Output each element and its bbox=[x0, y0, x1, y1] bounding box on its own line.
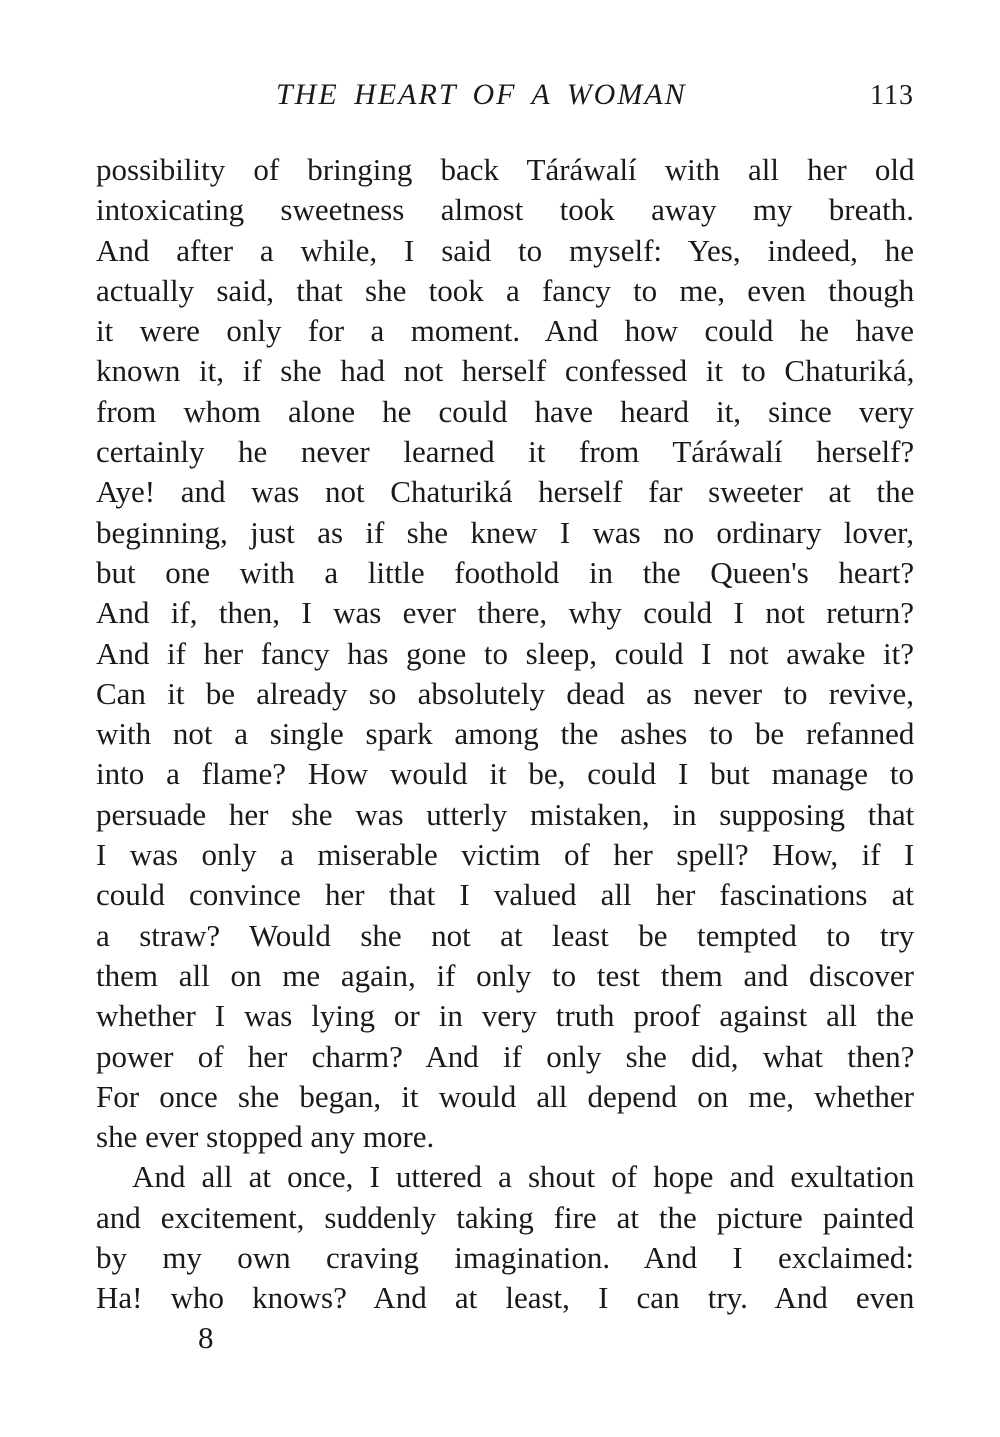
body-text bbox=[96, 150, 914, 1319]
text-line: Can it be already so absolutely dead as never to revive, bbox=[96, 675, 914, 711]
text-line: but one with a little foothold in the Queen's heart? bbox=[96, 554, 915, 590]
paragraph-2 bbox=[96, 1157, 914, 1318]
text-line: she ever stopped any more. bbox=[96, 1119, 435, 1155]
text-line: and excitement, suddenly taking fire at the picture painted bbox=[96, 1199, 914, 1235]
text-line: I was only a miserable victim of her spell? How, if I bbox=[96, 837, 915, 873]
text-line: Ha! who knows? And at least, I can try. And even bbox=[96, 1280, 915, 1316]
page-number: 113 bbox=[870, 80, 914, 111]
text-line: And if her fancy has gone to sleep, could I not awake it? bbox=[96, 635, 914, 671]
text-line: with not a single spark among the ashes to be refanned bbox=[96, 716, 915, 752]
text-line: known it, if she had not herself confessed it to Chaturiká, bbox=[96, 353, 915, 389]
text-line: from whom alone he could have heard it, since very bbox=[96, 393, 914, 429]
text-line: beginning, just as if she knew I was no ordinary lover, bbox=[96, 514, 915, 550]
text-line: a straw? Would she not at least be tempted to try bbox=[96, 917, 915, 953]
signature-mark: 8 bbox=[198, 1320, 214, 1355]
text-line: by my own craving imagination. And I exclaimed: bbox=[96, 1240, 915, 1276]
text-line: And all at once, I uttered a shout of hope and exultation bbox=[132, 1159, 915, 1195]
text-line: intoxicating sweetness almost took away my breath. bbox=[96, 192, 914, 228]
text-line: power of her charm? And if only she did, what then? bbox=[96, 1038, 915, 1074]
text-line: persuade her she was utterly mistaken, in supposing that bbox=[96, 796, 915, 832]
running-title: THE HEART OF A WOMAN bbox=[276, 78, 687, 111]
text-line: For once she began, it would all depend on me, whether bbox=[96, 1078, 914, 1114]
text-line: into a flame? How would it be, could I but manage to bbox=[96, 756, 914, 792]
text-line: it were only for a moment. And how could he have bbox=[96, 313, 915, 349]
text-line: And if, then, I was ever there, why could I not return? bbox=[96, 595, 914, 631]
text-line: them all on me again, if only to test them and discover bbox=[96, 957, 914, 993]
running-head bbox=[96, 78, 914, 118]
text-line: And after a while, I said to myself: Yes, indeed, he bbox=[96, 232, 914, 268]
text-line: possibility of bringing back Táráwalí with all her old bbox=[96, 152, 915, 187]
text-line: could convince her that I valued all her fascinations at bbox=[96, 877, 914, 913]
text-line: Aye! and was not Chaturiká herself far sweeter at the bbox=[96, 474, 915, 510]
text-line: certainly he never learned it from Táráwalí herself? bbox=[96, 434, 915, 470]
text-line: whether I was lying or in very truth proof against all the bbox=[96, 998, 914, 1034]
paragraph-1 bbox=[96, 150, 914, 1157]
text-line: actually said, that she took a fancy to me, even though bbox=[96, 272, 915, 308]
